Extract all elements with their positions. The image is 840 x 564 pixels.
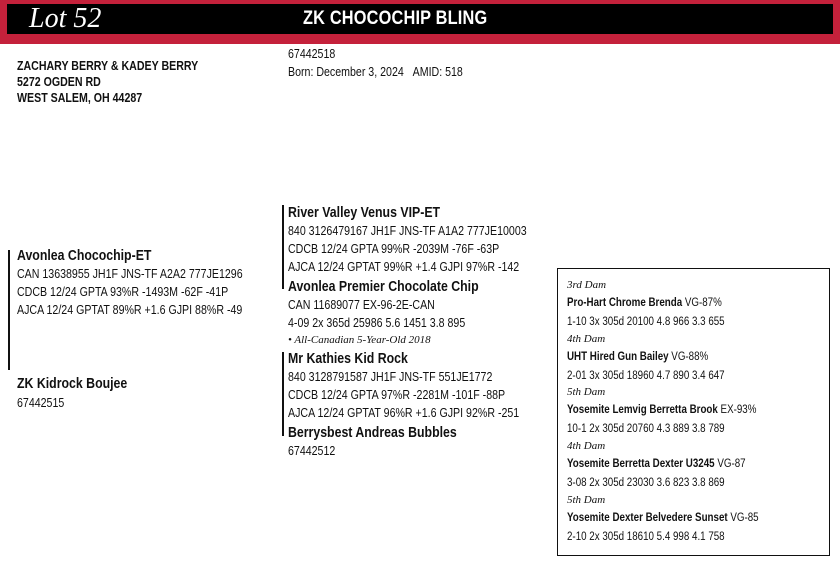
birth-date: Born: December 3, 2024 [288, 65, 404, 79]
owner-name: ZACHARY BERRY & KADEY BERRY [17, 59, 199, 73]
pedigree-line-left [8, 250, 10, 370]
amid: AMID: 518 [412, 65, 463, 79]
dam-entry-record: 2-10 2x 305d 18610 5.4 998 4.1 758 [567, 531, 725, 543]
animal-birth [288, 65, 463, 80]
dam-gen-label: 5th Dam [567, 494, 606, 506]
dam-entry-score: VG-88% [671, 351, 709, 363]
pedigree-line-dam [282, 352, 284, 436]
lot-header [0, 0, 840, 44]
dam-id: 67442515 [17, 396, 65, 410]
sire-sire-line-3: AJCA 12/24 GPTAT 99%R +1.4 GJPI 97%R -142 [288, 260, 520, 274]
dam-sire-name: Mr Kathies Kid Rock [288, 351, 408, 367]
sire-line-2: CDCB 12/24 GPTA 93%R -1493M -62F -41P [17, 285, 229, 299]
animal-id: 67442518 [288, 47, 336, 61]
dam-entry-title: Yosemite Lemvig Berretta Brook [567, 404, 718, 416]
sire-dam-line-1: CAN 11689077 EX-96-2E-CAN [288, 298, 435, 312]
dam-entry-name [567, 350, 708, 364]
dam-entry-record: 3-08 2x 305d 23030 3.6 823 3.8 869 [567, 477, 725, 489]
sire-sire-line-1: 840 3126479167 JH1F JNS-TF A1A2 777JE10003 [288, 224, 527, 238]
dam-gen-label: 4th Dam [567, 333, 606, 345]
lot-header-bar [7, 4, 833, 34]
sire-line-3: AJCA 12/24 GPTAT 89%R +1.6 GJPI 88%R -49 [17, 303, 243, 317]
dam-sire-line-3: AJCA 12/24 GPTAT 96%R +1.6 GJPI 92%R -251 [288, 406, 520, 420]
sire-dam-line-2: 4-09 2x 365d 25986 5.6 1451 3.8 895 [288, 316, 466, 330]
dam-gen-label: 4th Dam [567, 440, 606, 452]
owner-city: WEST SALEM, OH 44287 [17, 91, 143, 105]
dam-entry-score: VG-85 [730, 512, 759, 524]
dam-entry-score: EX-93% [720, 404, 757, 416]
dam-entry-name [567, 403, 756, 417]
dam-entry-record: 2-01 3x 305d 18960 4.7 890 3.4 647 [567, 370, 725, 382]
dam-dam-id: 67442512 [288, 444, 336, 458]
dam-entry-name [567, 457, 746, 471]
dam-name: ZK Kidrock Boujee [17, 376, 128, 392]
owner-address: 5272 OGDEN RD [17, 75, 101, 89]
sire-dam-note: • All-Canadian 5-Year-Old 2018 [288, 334, 431, 346]
dam-entry-score: VG-87% [684, 297, 722, 309]
dam-dam-name: Berrysbest Andreas Bubbles [288, 425, 457, 441]
animal-name: ZK CHOCOCHIP BLING [303, 8, 488, 29]
dam-entry-title: Yosemite Dexter Belvedere Sunset [567, 512, 728, 524]
dam-gen-label: 5th Dam [567, 386, 606, 398]
dam-gen-label: 3rd Dam [567, 279, 607, 291]
sire-name: Avonlea Chocochip-ET [17, 248, 152, 264]
dam-history-box [557, 268, 830, 556]
dam-sire-line-1: 840 3128791587 JH1F JNS-TF 551JE1772 [288, 370, 493, 384]
sire-line-1: CAN 13638955 JH1F JNS-TF A2A2 777JE1296 [17, 267, 243, 281]
dam-entry-score: VG-87 [717, 458, 746, 470]
sire-sire-line-2: CDCB 12/24 GPTA 99%R -2039M -76F -63P [288, 242, 500, 256]
lot-number: Lot 52 [29, 3, 102, 34]
dam-entry-name [567, 511, 759, 525]
dam-entry-record: 1-10 3x 305d 20100 4.8 966 3.3 655 [567, 316, 725, 328]
dam-sire-line-2: CDCB 12/24 GPTA 97%R -2281M -101F -88P [288, 388, 506, 402]
dam-entry-title: Pro-Hart Chrome Brenda [567, 297, 683, 309]
dam-entry-title: UHT Hired Gun Bailey [567, 351, 669, 363]
sire-dam-name: Avonlea Premier Chocolate Chip [288, 279, 479, 295]
pedigree-line-sire [282, 205, 284, 289]
dam-entry-title: Yosemite Berretta Dexter U3245 [567, 458, 715, 470]
sire-sire-name: River Valley Venus VIP-ET [288, 205, 441, 221]
dam-entry-name [567, 296, 722, 310]
dam-entry-record: 10-1 2x 305d 20760 4.3 889 3.8 789 [567, 423, 725, 435]
